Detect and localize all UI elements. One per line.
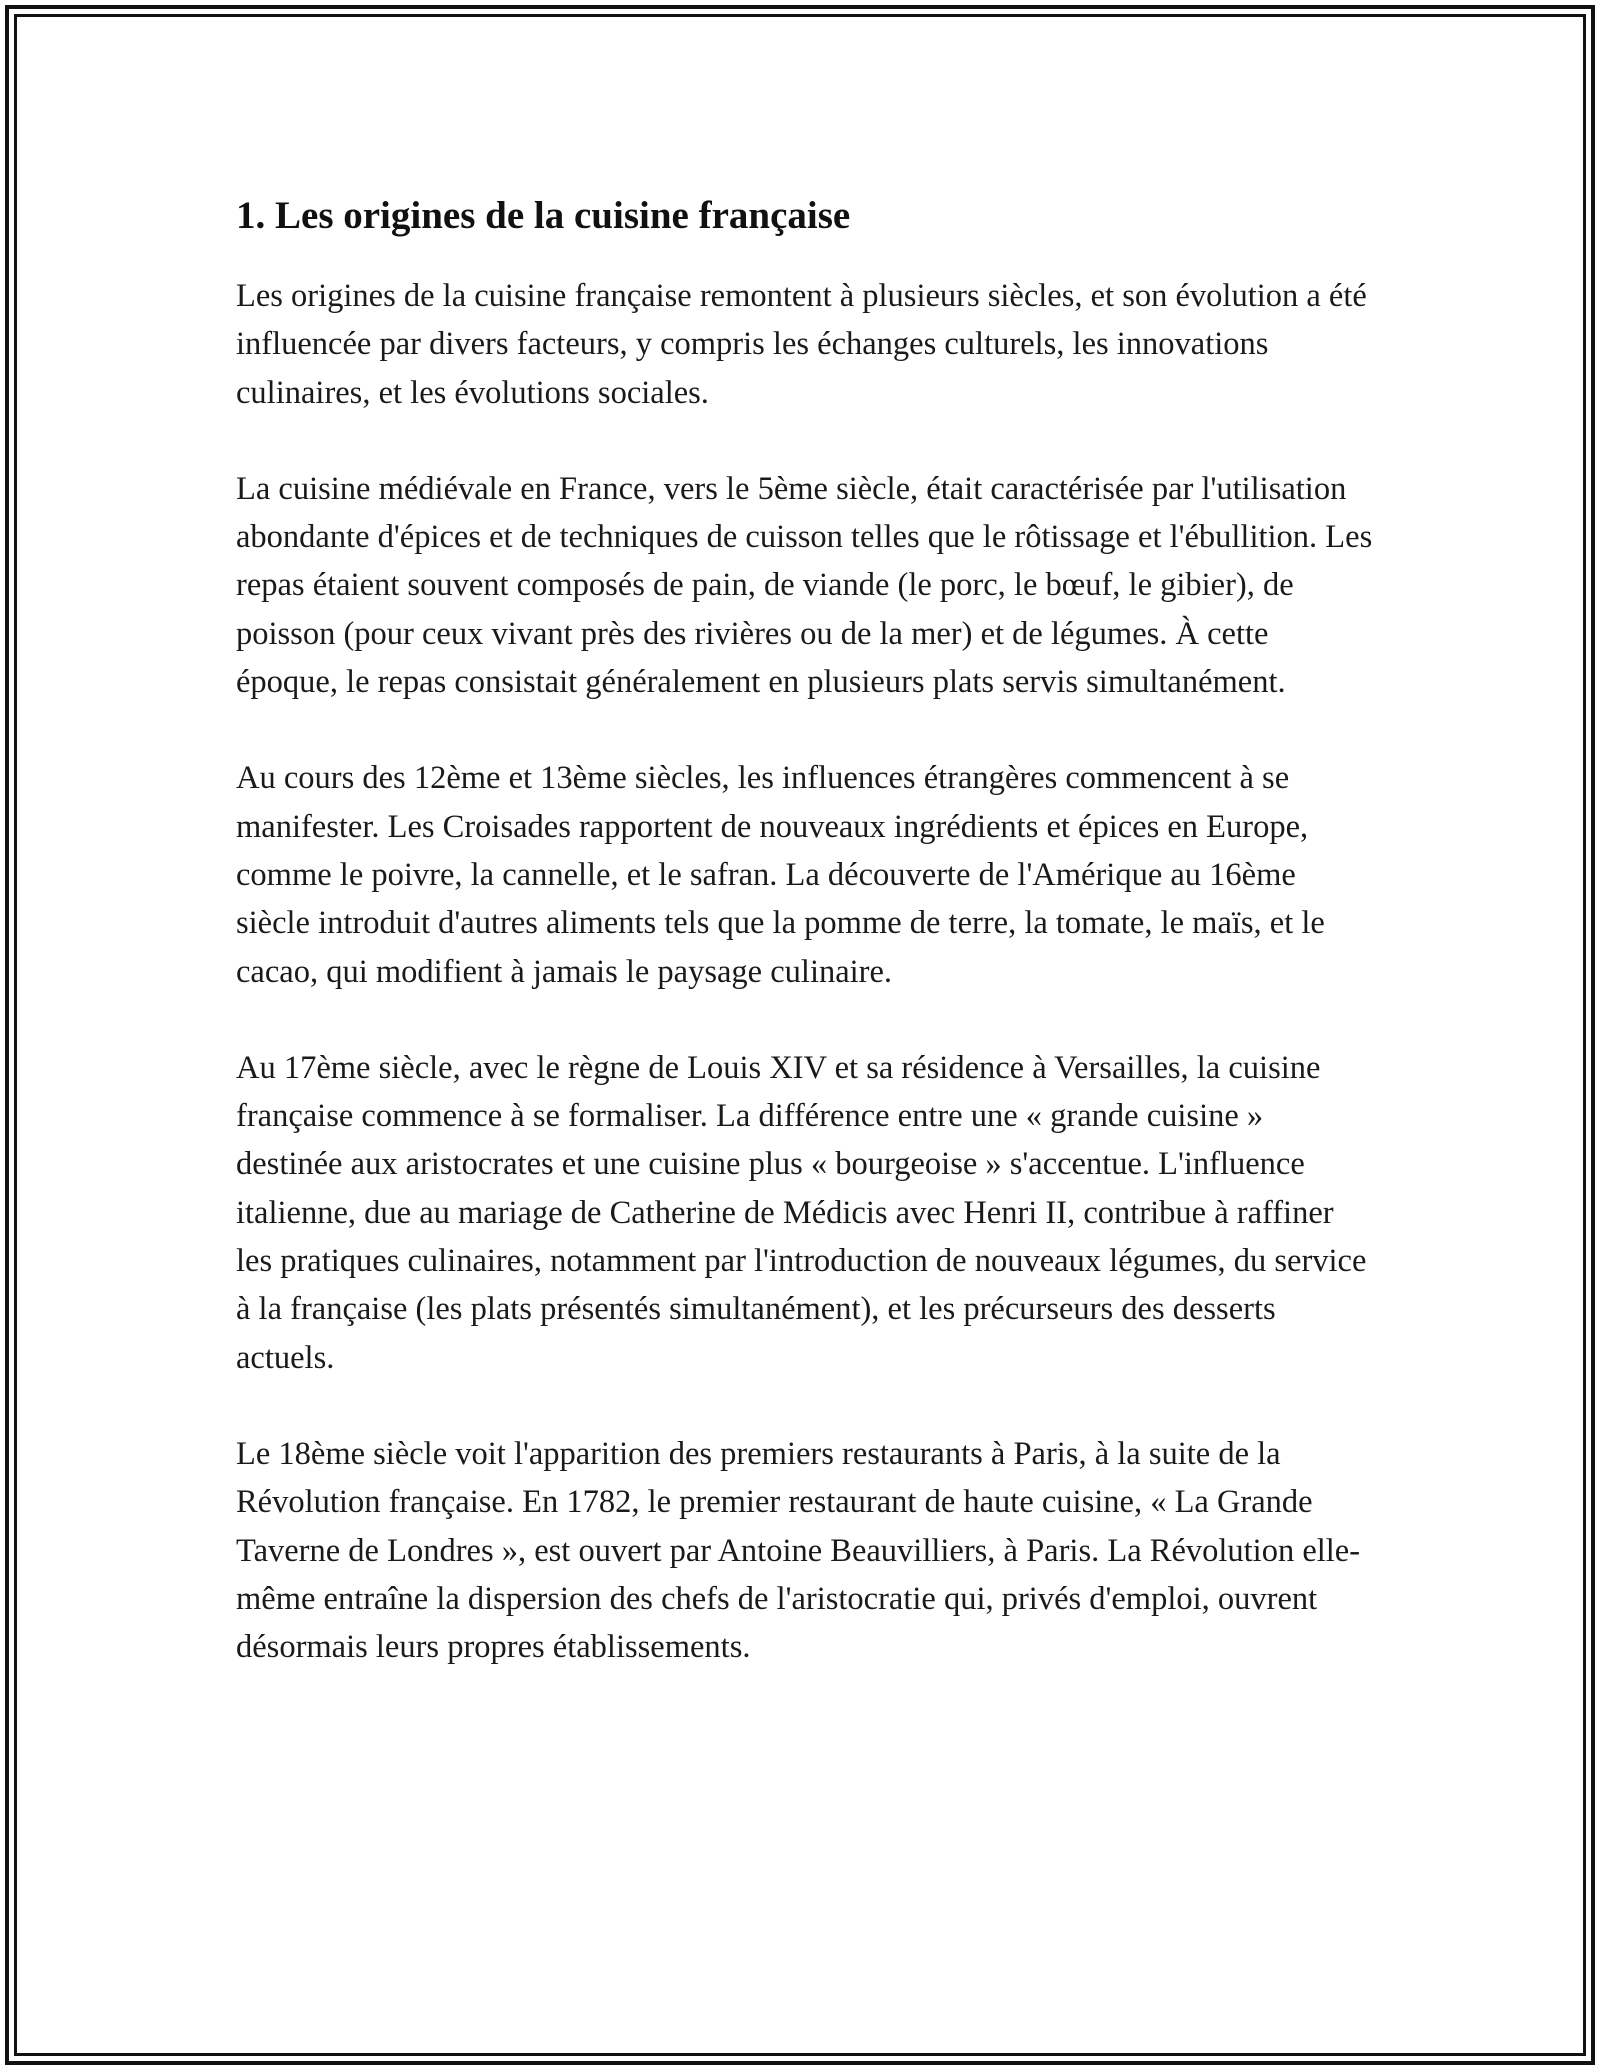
document-body xyxy=(236,182,1376,1719)
paragraph-17th-century: Au 17ème siècle, avec le règne de Louis XIV et sa résidence à Versailles, la cuisine française commence à se formaliser. La différence entre une « grande cuisine » destinée aux aristocrates et une cuisine plus « bourgeoise » s'accentue. L'influence italienne, due au mariage de Catherine de Médicis avec Henri II, contribue à raffiner les pratiques culinaires, notamment par l'introduction de nouveaux légumes, du service à la française (les plats présentés simultanément), et les précurseurs des desserts actuels. xyxy=(236,1049,1367,1376)
paragraph-intro: Les origines de la cuisine française remontent à plusieurs siècles, et son évolution a été influencée par divers facteurs, y compris les échanges culturels, les innovations culinaires, et les évolutions sociales. xyxy=(236,278,1367,411)
paragraph-medieval: La cuisine médiévale en France, vers le 5ème siècle, était caractérisée par l'utilisation abondante d'épices et de techniques de cuisson telles que le rôtissage et l'ébullition. Les repas étaient souvent composés de pain, de viande (le porc, le bœuf, le gibier), de poisson (pour ceux vivant près des rivières ou de la mer) et de légumes. À cette époque, le repas consistait généralement en plusieurs plats servis simultanément. xyxy=(236,470,1373,701)
section-heading: 1. Les origines de la cuisine française xyxy=(236,194,851,237)
paragraph-foreign-influences: Au cours des 12ème et 13ème siècles, les influences étrangères commencent à se manifester. Les Croisades rapportent de nouveaux ingrédients et épices en Europe, comme le poivre, la cannelle, et le safran. La découverte de l'Amérique au 16ème siècle introduit d'autres aliments tels que la pomme de terre, la tomate, le maïs, et le cacao, qui modifient à jamais le paysage culinaire. xyxy=(236,760,1325,990)
paragraph-18th-century: Le 18ème siècle voit l'apparition des premiers restaurants à Paris, à la suite de la Révolution française. En 1782, le premier restaurant de haute cuisine, « La Grande Taverne de Londres », est ouvert par Antoine Beauvilliers, à Paris. La Révolution elle-même entraîne la dispersion des chefs de l'aristocratie qui, privés d'emploi, ouvrent désormais leurs propres établissements. xyxy=(236,1435,1361,1666)
